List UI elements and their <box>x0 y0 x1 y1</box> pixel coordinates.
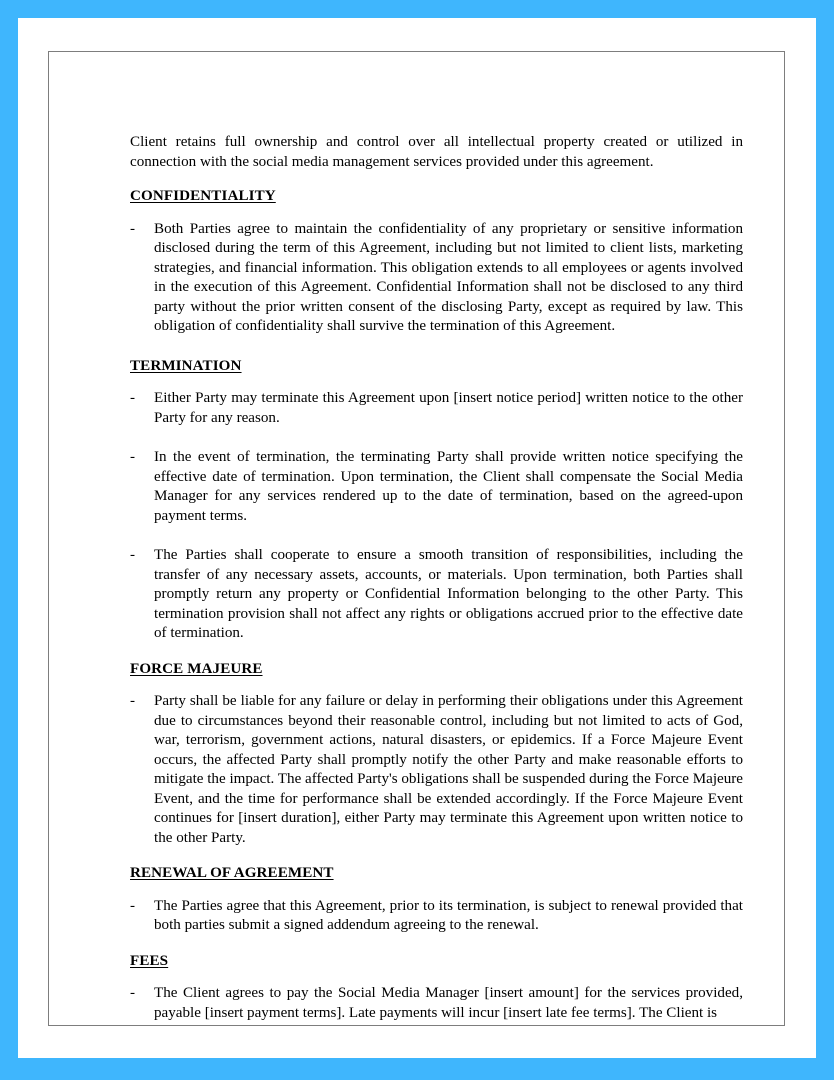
bullet-marker-icon: - <box>130 449 136 465</box>
bullet-marker-icon: - <box>130 220 136 237</box>
section-heading-fees: FEES <box>130 952 169 969</box>
list-item <box>130 897 743 936</box>
intro-paragraph: Client retains full ownership and control over all intellectual property created or utilized in connection with the social media management services provided under this agreement. <box>130 134 743 170</box>
list-item-text: Both Parties agree to maintain the confidentiality of any proprietary or sensitive information disclosed during the term of this Agreement, including but not limited to client lists, marketing strategies, and financial information. This obligation extends to all employees or agents involved in the execution of this Agreement. Confidential Information shall not be disclosed to any third party without the prior written consent of the disclosing Party, except as required by law. This obligation of confidentiality shall survive the termination of this Agreement. <box>154 220 743 334</box>
section-heading-renewal-of-agreement: RENEWAL OF AGREEMENT <box>130 865 334 881</box>
list-item-text: Either Party may terminate this Agreement upon [insert notice period] written notice to the other Party for any reason. <box>154 390 743 426</box>
list-item <box>130 984 743 1023</box>
bullet-marker-icon: - <box>130 897 136 914</box>
bullet-marker-icon: - <box>130 985 136 1001</box>
document-content-border <box>48 51 785 1026</box>
bullet-marker-icon: - <box>130 547 136 563</box>
document-body <box>130 133 743 1026</box>
section-heading-force-majeure: FORCE MAJEURE <box>130 660 263 677</box>
bullet-marker-icon: - <box>130 390 136 406</box>
list-item <box>130 546 743 644</box>
list-item-text: The Parties shall cooperate to ensure a smooth transition of responsibilities, including the transfer of any necessary assets, accounts, or materials. Upon termination, both Parties shall promptly return any property or Confidential Information belonging to the other Party. This termination provision shall not affect any rights or obligations accrued prior to the effective date of termination. <box>154 547 743 641</box>
document-paper <box>18 18 816 1058</box>
list-item-text: In the event of termination, the terminating Party shall provide written notice specifying the effective date of termination. Upon termination, the Client shall compensate the Social Media Manager for any services rendered up to the date of termination, based on the agreed-upon payment terms. <box>154 449 743 524</box>
bullet-marker-icon: - <box>130 693 136 709</box>
list-item-text: Party shall be liable for any failure or delay in performing their obligations under this Agreement due to circumstances beyond their reasonable control, including but not limited to acts of God, war, terrorism, government actions, natural disasters, or epidemics. If a Force Majeure Event occurs, the affected Party shall promptly notify the other Party and make reasonable efforts to mitigate the impact. The affected Party's obligations shall be suspended during the Force Majeure Event, and the time for performance shall be extended accordingly. If the Force Majeure Event continues for [insert duration], either Party may terminate this Agreement upon written notice to the other Party. <box>154 693 743 846</box>
list-item <box>130 692 743 848</box>
section-heading-termination: TERMINATION <box>130 357 242 374</box>
list-item-text: The Parties agree that this Agreement, prior to its termination, is subject to renewal provided that both parties submit a signed addendum agreeing to the renewal. <box>154 897 743 933</box>
list-item <box>130 389 743 428</box>
list-item <box>130 448 743 526</box>
list-item-text: The Client agrees to pay the Social Media Manager [insert amount] for the services provided, payable [insert payment terms]. Late payments will incur [insert late fee terms]. The Client is <box>154 985 743 1021</box>
section-heading-confidentiality: CONFIDENTIALITY <box>130 188 276 204</box>
list-item <box>130 220 743 337</box>
